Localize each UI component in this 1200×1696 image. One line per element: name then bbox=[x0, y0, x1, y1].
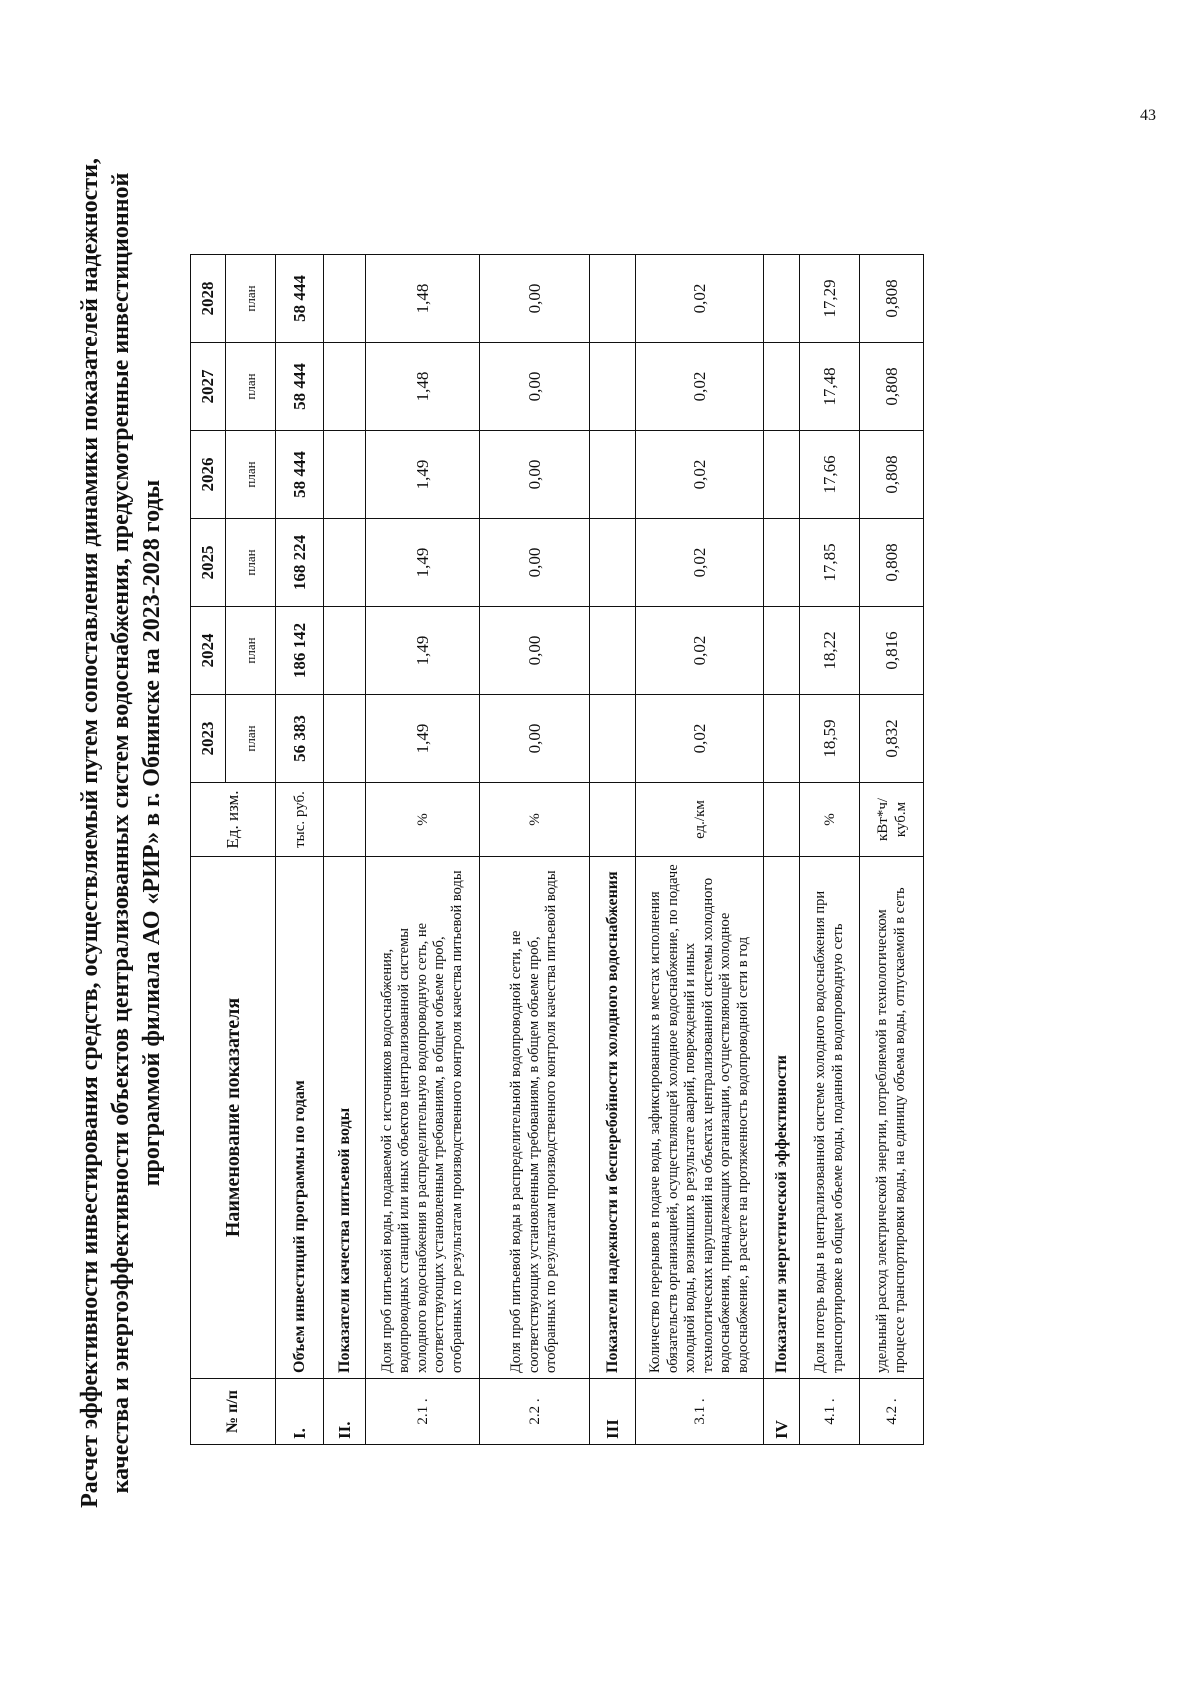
row-unit: ед./км bbox=[636, 783, 764, 857]
plan-header: план bbox=[226, 343, 276, 431]
header-row-years bbox=[191, 255, 226, 1445]
row-value: 1,48 bbox=[366, 255, 480, 343]
row-value: 0,00 bbox=[480, 519, 590, 607]
row-unit: тыс. руб. bbox=[276, 783, 324, 857]
table-row-3-1 bbox=[636, 255, 764, 1445]
plan-header: план bbox=[226, 607, 276, 695]
row-value: 0,00 bbox=[480, 255, 590, 343]
row-value: 0,02 bbox=[636, 343, 764, 431]
table-row-4-1 bbox=[800, 255, 860, 1445]
section-row-reliability bbox=[590, 255, 636, 1445]
year-header: 2023 bbox=[191, 695, 226, 783]
section-row-energy bbox=[764, 255, 800, 1445]
year-header: 2025 bbox=[191, 519, 226, 607]
plan-header: план bbox=[226, 431, 276, 519]
row-num: 4.2 . bbox=[860, 1379, 924, 1445]
year-header: 2028 bbox=[191, 255, 226, 343]
plan-header: план bbox=[226, 695, 276, 783]
row-value: 168 224 bbox=[276, 519, 324, 607]
section-title: Показатели надежности и бесперебойности холодного водоснабжения bbox=[590, 857, 636, 1379]
row-value: 0,00 bbox=[480, 431, 590, 519]
table-row-2-1 bbox=[366, 255, 480, 1445]
row-name: удельный расход электрической энергии, потребляемой в технологическом процессе транспортировки воды, на единицу объема воды, отпускаемой в сеть bbox=[860, 857, 924, 1379]
row-value: 1,48 bbox=[366, 343, 480, 431]
row-num: I. bbox=[276, 1379, 324, 1445]
table-row-2-2 bbox=[480, 255, 590, 1445]
row-num: 2.1 . bbox=[366, 1379, 480, 1445]
indicators-table bbox=[190, 254, 924, 1445]
row-value: 1,49 bbox=[366, 607, 480, 695]
row-num: 2.2 . bbox=[480, 1379, 590, 1445]
section-num: II. bbox=[324, 1379, 366, 1445]
header-num: № п/п bbox=[191, 1379, 276, 1445]
row-value: 0,00 bbox=[480, 343, 590, 431]
section-title: Показатели качества питьевой воды bbox=[324, 857, 366, 1379]
row-value: 0,02 bbox=[636, 519, 764, 607]
row-value: 0,02 bbox=[636, 255, 764, 343]
row-name: Объем инвестиций программы по годам bbox=[276, 857, 324, 1379]
section-num: III bbox=[590, 1379, 636, 1445]
row-value: 1,49 bbox=[366, 431, 480, 519]
document-title: Расчет эффективности инвестирования средств, осуществляемый путем сопоставления динамики показателей надежности, качества и энергоэффективности объектов централизованных систем водоснабжения, предусмотренные инвестиционной программой филиала АО «РИР» в г. Обнинске на 2023-2028 годы bbox=[77, 158, 165, 1508]
row-value: 0,808 bbox=[860, 255, 924, 343]
row-value: 17,85 bbox=[800, 519, 860, 607]
row-value: 17,66 bbox=[800, 431, 860, 519]
row-unit: % bbox=[800, 783, 860, 857]
row-value: 0,816 bbox=[860, 607, 924, 695]
row-value: 17,29 bbox=[800, 255, 860, 343]
header-unit: Ед. изм. bbox=[191, 783, 276, 857]
plan-header: план bbox=[226, 255, 276, 343]
row-value: 18,22 bbox=[800, 607, 860, 695]
rotated-page bbox=[0, 101, 909, 1585]
row-value: 1,49 bbox=[366, 695, 480, 783]
year-header: 2027 bbox=[191, 343, 226, 431]
row-value: 0,832 bbox=[860, 695, 924, 783]
row-value: 58 444 bbox=[276, 343, 324, 431]
row-value: 0,808 bbox=[860, 431, 924, 519]
section-title: Показатели энергетической эффективности bbox=[764, 857, 800, 1379]
year-header: 2026 bbox=[191, 431, 226, 519]
row-num: 3.1 . bbox=[636, 1379, 764, 1445]
row-num: 4.1 . bbox=[800, 1379, 860, 1445]
header-name: Наименование показателя bbox=[191, 857, 276, 1379]
section-row-quality bbox=[324, 255, 366, 1445]
row-name: Количество перерывов в подаче воды, зафиксированных в местах исполнения обязательств организацией, осуществляющей холодное водоснабжение, по подаче холодной воды, возникших в результате аварий, повреждений и иных технологических нарушений на объектах централизованной системы холодного водоснабжения, принадлежащих организации, осуществляющей холодное водоснабжение, в расчете на протяженность водопроводной сети в год bbox=[636, 857, 764, 1379]
row-value: 0,02 bbox=[636, 431, 764, 519]
row-value: 0,808 bbox=[860, 343, 924, 431]
row-value: 1,49 bbox=[366, 519, 480, 607]
row-value: 0,00 bbox=[480, 695, 590, 783]
row-value: 0,02 bbox=[636, 695, 764, 783]
year-header: 2024 bbox=[191, 607, 226, 695]
row-value: 0,02 bbox=[636, 607, 764, 695]
row-name: Доля проб питьевой воды в распределительной водопроводной сети, не соответствующих установленным требованиям, в общем объеме проб, отобранных по результатам производственного контроля качества питьевой воды bbox=[480, 857, 590, 1379]
plan-header: план bbox=[226, 519, 276, 607]
row-value: 0,808 bbox=[860, 519, 924, 607]
table-row-4-2 bbox=[860, 255, 924, 1445]
row-value: 56 383 bbox=[276, 695, 324, 783]
row-value: 58 444 bbox=[276, 255, 324, 343]
page-number: 43 bbox=[1140, 107, 1156, 124]
table-row-investment bbox=[276, 255, 324, 1445]
row-value: 0,00 bbox=[480, 607, 590, 695]
row-value: 58 444 bbox=[276, 431, 324, 519]
row-unit: % bbox=[480, 783, 590, 857]
row-value: 186 142 bbox=[276, 607, 324, 695]
row-name: Доля проб питьевой воды, подаваемой с источников водоснабжения, водопроводных станций или иных объектов централизованной системы холодного водоснабжения в распределительную водопроводную сеть, не соответствующих установленным требованиям, в общем объеме проб, отобранных по результатам производственного контроля качества питьевой воды bbox=[366, 857, 480, 1379]
row-unit: % bbox=[366, 783, 480, 857]
row-unit: кВт*ч/ куб.м bbox=[860, 783, 924, 857]
row-value: 17,48 bbox=[800, 343, 860, 431]
row-name: Доля потерь воды в централизованной системе холодного водоснабжения при транспортировке в общем объеме воды, поданной в водопроводную сеть bbox=[800, 857, 860, 1379]
table-body bbox=[191, 255, 924, 1445]
row-value: 18,59 bbox=[800, 695, 860, 783]
section-num: IV bbox=[764, 1379, 800, 1445]
